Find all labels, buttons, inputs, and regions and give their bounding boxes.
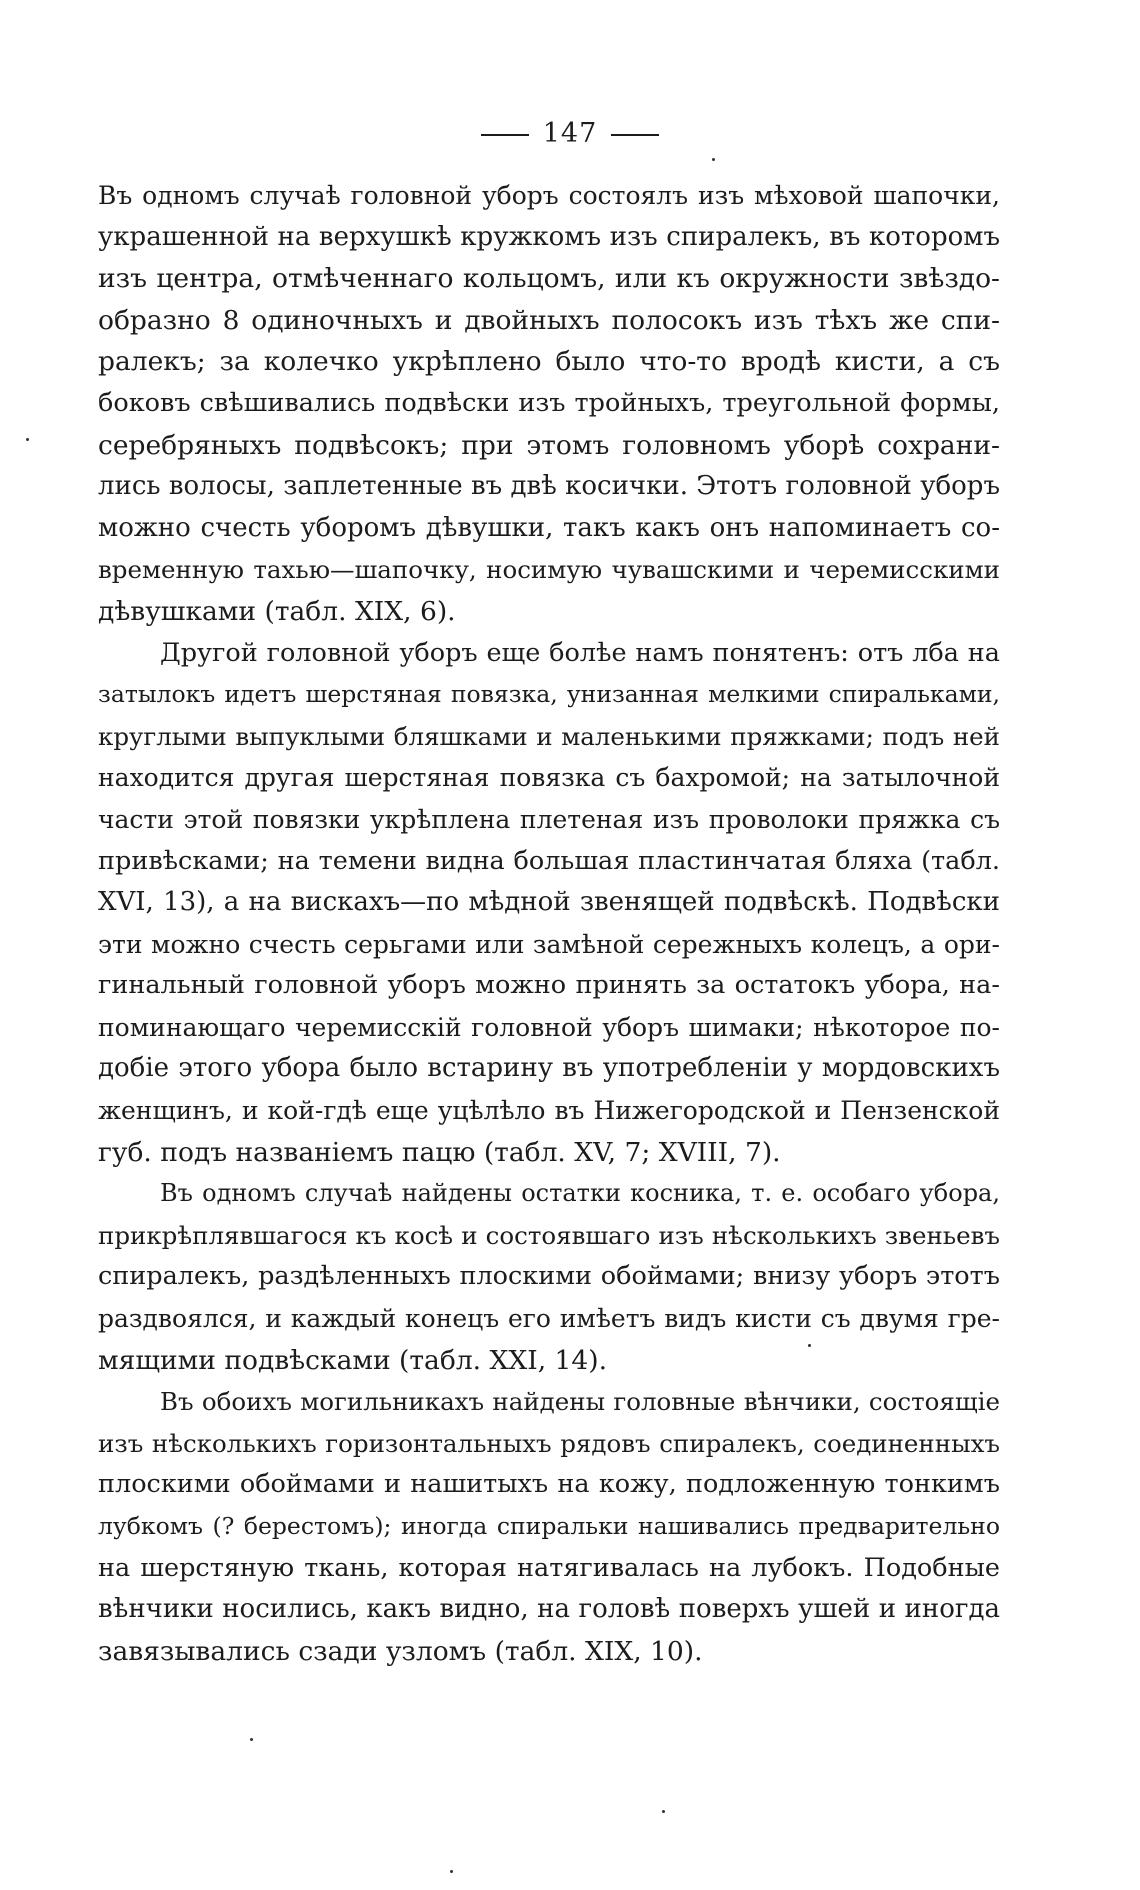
text-line: женщинъ, и кой-гдѣ еще уцѣлѣло въ Нижегородской и Пензенской xyxy=(98,1096,1000,1126)
text-line: вѣнчики носились, какъ видно, на головѣ поверхъ ушей и иногда xyxy=(98,1594,1000,1625)
body-text xyxy=(98,175,1000,1672)
text-line: украшенной на верхушкѣ кружкомъ изъ спиралекъ, въ которомъ xyxy=(98,221,1000,252)
text-line: губ. подъ названіемъ пацю (табл. XV, 7; XVIII, 7). xyxy=(98,1136,781,1168)
text-line: Въ одномъ случаѣ найдены остатки косника, т. е. особаго убора, xyxy=(160,1179,1000,1208)
scan-speck xyxy=(250,1738,253,1741)
scan-speck xyxy=(26,438,29,441)
paragraph xyxy=(98,1173,1000,1381)
text-line: временную тахью—шапочку, носимую чувашскими и черемисскими xyxy=(98,555,1000,585)
text-line: ралекъ; за колечко укрѣплено было что-то вродѣ кисти, а съ xyxy=(98,346,1000,378)
paragraph xyxy=(98,1381,1000,1672)
text-line: можно счесть уборомъ дѣвушки, такъ какъ онъ напоминаетъ со- xyxy=(98,512,1000,543)
text-line: Въ обоихъ могильникахъ найдены головные вѣнчики, состоящіе xyxy=(160,1387,1000,1417)
text-line: Другой головной уборъ еще болѣе намъ понятенъ: отъ лба на xyxy=(160,637,1000,668)
text-line: изъ центра, отмѣченнаго кольцомъ, или къ окружности звѣздо- xyxy=(98,263,1000,295)
text-line: образно 8 одиночныхъ и двойныхъ полосокъ изъ тѣхъ же спи- xyxy=(98,304,1000,336)
page-number-dash-right xyxy=(611,134,659,136)
text-line: XVI, 13), а на вискахъ—по мѣдной звенящей подвѣскѣ. Подвѣски xyxy=(98,887,1000,918)
text-line: добіе этого убора было встарину въ употребленіи у мордовскихъ xyxy=(98,1053,1000,1084)
text-line: раздвоялся, и каждый конецъ его имѣетъ видъ кисти съ двумя гре- xyxy=(98,1304,1000,1334)
text-line: эти можно счесть серьгами или замѣной сережныхъ колецъ, а ори- xyxy=(98,929,1000,959)
text-line: лубкомъ (? берестомъ); иногда спиральки нашивались предварительно xyxy=(98,1512,1000,1540)
text-line: серебряныхъ подвѣсокъ; при этомъ головномъ уборѣ сохрани- xyxy=(98,429,1000,461)
text-line: привѣсками; на темени видна большая пластинчатая бляха (табл. xyxy=(98,845,1000,876)
scan-speck xyxy=(662,1810,665,1813)
text-line: изъ нѣсколькихъ горизонтальныхъ рядовъ спиралекъ, соединенныхъ xyxy=(98,1428,1000,1458)
text-line: прикрѣплявшагося къ косѣ и состоявшаго изъ нѣсколькихъ звеньевъ xyxy=(98,1220,1000,1250)
page-number-dash-left xyxy=(481,134,529,136)
text-line: находится другая шерстяная повязка съ бахромой; на затылочной xyxy=(98,763,1000,793)
page-number-text: 147 xyxy=(542,118,598,149)
scan-speck xyxy=(712,158,715,161)
text-line: Въ одномъ случаѣ головной уборъ состоялъ изъ мѣховой шапочки, xyxy=(98,181,1000,210)
text-line: части этой повязки укрѣплена плетеная изъ проволоки пряжка съ xyxy=(98,804,1000,834)
text-line: поминающаго черемисскій головной уборъ шимаки; нѣкоторое по- xyxy=(98,1012,1000,1042)
paragraph xyxy=(98,175,1000,633)
text-line: спиралекъ, раздѣленныхъ плоскими обоймами; внизу уборъ этотъ xyxy=(98,1261,1000,1292)
paragraph xyxy=(98,633,1000,1174)
text-line: плоскими обоймами и нашитыхъ на кожу, подложенную тонкимъ xyxy=(98,1469,1000,1500)
scan-speck xyxy=(808,1344,811,1347)
text-line: гинальный головной уборъ можно принять за остатокъ убора, на- xyxy=(98,970,1000,1001)
text-line: лись волосы, заплетенные въ двѣ косички. Этотъ головной уборъ xyxy=(98,471,1000,502)
text-line: мящими подвѣсками (табл. XXI, 14). xyxy=(98,1344,608,1376)
text-line: затылокъ идетъ шерстяная повязка, унизанная мелкими спиральками, xyxy=(98,680,1000,709)
text-line: боковъ свѣшивались подвѣски изъ тройныхъ, треугольной формы, xyxy=(98,387,1000,418)
page-number xyxy=(0,118,1140,149)
text-line: круглыми выпуклыми бляшками и маленькими пряжками; подъ ней xyxy=(98,721,1000,751)
text-line: завязывались сзади узломъ (табл. XIX, 10). xyxy=(98,1635,703,1667)
scan-speck xyxy=(450,1870,453,1873)
text-line: на шерстяную ткань, которая натягивалась на лубокъ. Подобные xyxy=(98,1552,1000,1583)
text-line: дѣвушками (табл. XIX, 6). xyxy=(98,595,456,627)
